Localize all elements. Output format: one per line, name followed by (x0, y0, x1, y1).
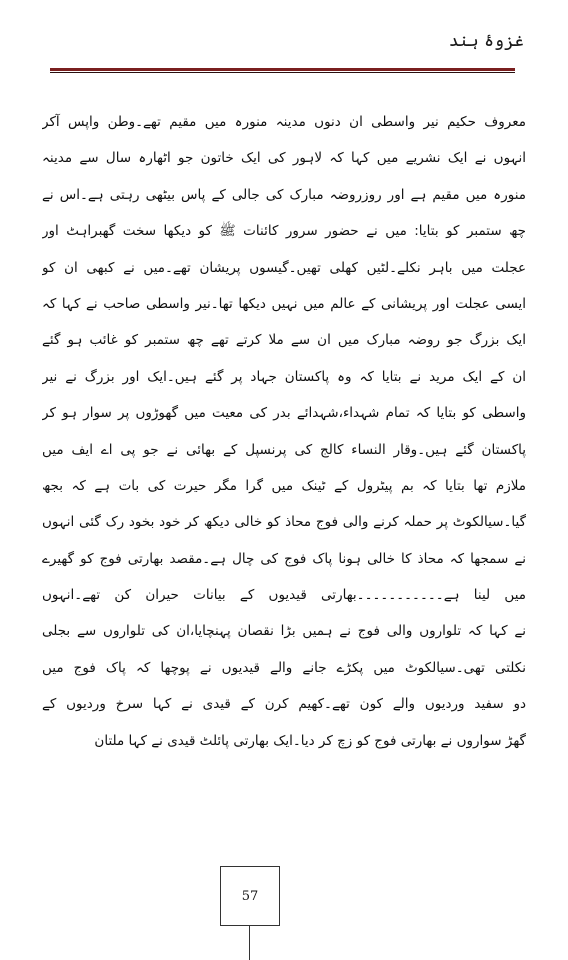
text-line: ان کے ایک مرید نے بتایا کہ وہ پاکستان جہاد پر گئے ہیں۔ایک اور بزرگ نے نیر (42, 368, 526, 385)
text-line: انہوں نے ایک نشریے میں کہا کہ لاہور کی ایک خاتون جو اٹھارہ سال سے مدینہ (42, 150, 526, 167)
text-line: معروف حکیم نیر واسطی ان دنوں مدینہ منورہ میں مقیم تھے۔وطن واپس آکر (42, 114, 526, 130)
text-line: چھ ستمبر کو بتایا: میں نے حضور سرور کائنات ﷺ کو دیکھا سخت گھبراہٹ اور (42, 223, 526, 240)
running-header-title: غزوۂ ہند (448, 31, 524, 51)
header-rule-thin (50, 72, 515, 73)
page-number: 57 (241, 888, 259, 904)
text-line: گیا۔سیالکوٹ پر حملہ کرنے والی فوج محاذ کو خالی دیکھ کر خود بخود رک گئی انہوں (42, 514, 526, 531)
text-line: عجلت میں باہر نکلے۔لٹیں کھلی تھیں۔گیسوں پریشان تھے۔میں نے کبھی ان کو (42, 259, 526, 276)
text-line: ایک بزرگ جو روضہ مبارک میں ان سے ملا کرتے تھے چھ ستمبر کو غائب ہو گئے (42, 332, 526, 349)
text-line: ایسی عجلت اور پریشانی کے عالم میں نہیں دیکھا تھا۔نیر واسطی صاحب نے کہا کہ (42, 295, 526, 312)
header-rule-thick (50, 68, 515, 71)
text-line: دو سفید وردیوں والے کون تھے۔کھیم کرن کے قیدی نے کہا سرخ وردیوں کے (42, 696, 526, 713)
text-line: میں لینا ہے۔۔۔۔۔۔۔۔۔۔۔بھارتی قیدیوں کے بیانات حیران کن تھے۔انہوں (42, 587, 526, 604)
page-number-stem (249, 925, 250, 960)
body-text (42, 104, 526, 759)
text-line: نکلتی تھی۔سیالکوٹ میں پکڑے جانے والے قیدیوں نے پوچھا کہ پاک فوج میں (42, 659, 526, 676)
text-line: واسطی کو بتایا کہ تمام شہداء،شہدائے بدر کی معیت میں گھوڑوں پر سوار ہو کر (42, 405, 526, 422)
page-number-box (220, 866, 280, 926)
text-line: منورہ میں مقیم ہے اور روزروضہ مبارک کی جالی کے پاس بیٹھی رہتی ہے۔اس نے (42, 186, 526, 203)
text-line: ملازم تھا بتایا کہ بم پیٹرول کے ٹینک میں گرا مگر حیرت کی بات ہے کہ بجھ (42, 477, 526, 494)
text-line: نے سمجھا کہ محاذ کا خالی ہونا پاک فوج کی چال ہے۔مقصد بھارتی فوج کو گھیرے (42, 550, 526, 567)
text-line: گھڑ سواروں نے بھارتی فوج کو زچ کر دیا۔ایک بھارتی پائلٹ قیدی نے کہا ملتان (94, 732, 526, 749)
text-line: نے کہا کہ تلواروں والی فوج نے ہمیں بڑا نقصان پہنچایا،ان کی تلواروں سے بجلی (42, 623, 526, 640)
text-line: پاکستان گئے ہیں۔وقار النساء کالج کی پرنسپل کے بھائی نے جو پی اے ایف میں (42, 441, 526, 458)
